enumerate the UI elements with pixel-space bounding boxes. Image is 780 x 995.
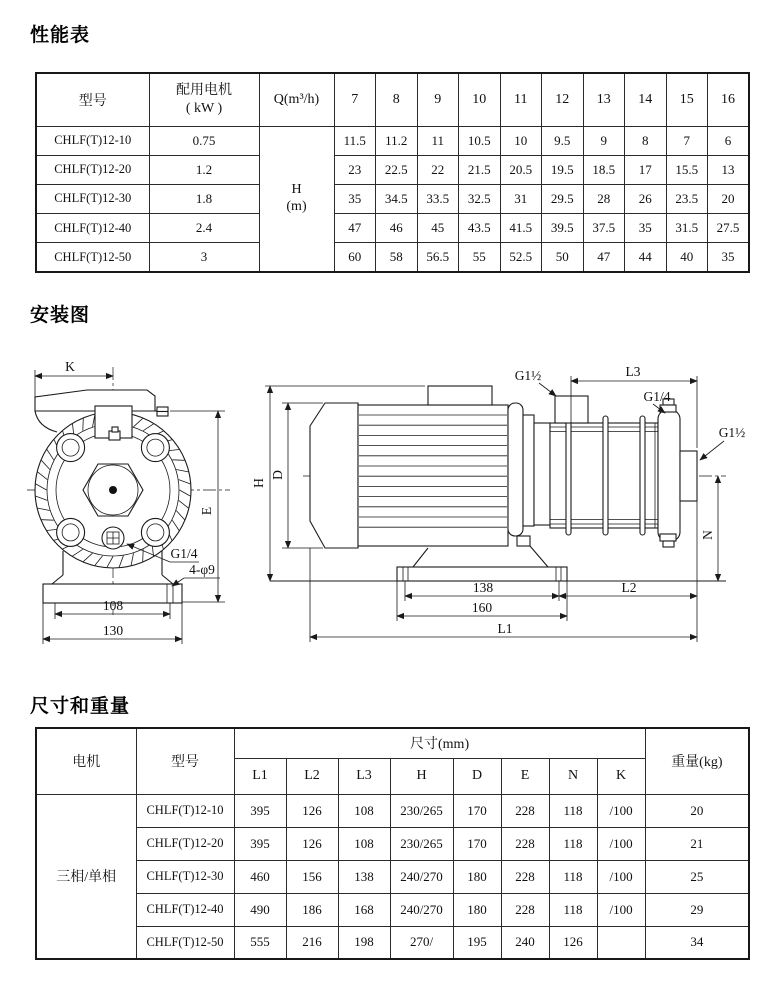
dim-row: [36, 893, 749, 926]
perf-row: [36, 184, 749, 213]
center-dot: [109, 486, 117, 494]
weight-cell: 34: [645, 926, 749, 959]
dim-value-cell: 126: [286, 794, 338, 827]
dim-label-138: 138: [472, 580, 494, 595]
dim-value-cell: 395: [234, 794, 286, 827]
perf-value-cell: 56.5: [417, 243, 459, 272]
tie-rod-2: [603, 416, 608, 535]
dimensions-table: [35, 727, 750, 960]
head-unit-line1: H: [291, 181, 302, 197]
dim-value-cell: /100: [597, 893, 645, 926]
dim-value-cell: 118: [549, 827, 597, 860]
col-header-q: Q(m³/h): [259, 73, 334, 126]
perf-value-cell: 22: [417, 155, 459, 184]
perf-value-cell: 27.5: [708, 214, 750, 243]
dim-value-cell: 395: [234, 827, 286, 860]
dim-value-cell: 230/265: [390, 827, 453, 860]
perf-model-cell: CHLF(T)12-40: [36, 214, 149, 243]
head-unit-line2: (m): [286, 198, 307, 214]
perf-model-cell: CHLF(T)12-20: [36, 155, 149, 184]
perf-value-cell: 9: [583, 126, 625, 155]
col-header-weight: 重量(kg): [645, 728, 749, 794]
dim-model-cell: CHLF(T)12-10: [136, 794, 234, 827]
dim-value-cell: 228: [501, 827, 549, 860]
size-col-header: L1: [234, 758, 286, 794]
weight-cell: 29: [645, 893, 749, 926]
fan-cover: [310, 403, 358, 548]
perf-value-cell: 35: [708, 243, 750, 272]
flow-header-cell: 14: [625, 73, 667, 126]
dim-row: [36, 794, 749, 827]
perf-value-cell: 44: [625, 243, 667, 272]
nipple-top: [157, 407, 168, 412]
dim-label-130: 130: [102, 623, 124, 638]
flow-header-cell: 7: [334, 73, 376, 126]
perf-power-cell: 3: [149, 243, 259, 272]
g1half-right-leader: [700, 441, 724, 460]
perf-power-cell: 0.75: [149, 126, 259, 155]
dim-label-l3: L3: [625, 364, 641, 379]
dim-value-cell: 180: [453, 860, 501, 893]
perf-value-cell: 18.5: [583, 155, 625, 184]
front-view: [27, 359, 230, 644]
flow-header-cell: 10: [459, 73, 501, 126]
dim-model-cell: CHLF(T)12-50: [136, 926, 234, 959]
dim-value-cell: 118: [549, 893, 597, 926]
perf-value-cell: 33.5: [417, 184, 459, 213]
installation-diagram: [25, 353, 765, 665]
dim-label-g1half-right: G1½: [718, 425, 746, 440]
flow-header-cell: 13: [583, 73, 625, 126]
col-header-model: 型号: [136, 728, 234, 794]
perf-value-cell: 35: [334, 184, 376, 213]
size-col-header: L2: [286, 758, 338, 794]
dim-value-cell: [597, 926, 645, 959]
size-col-header: H: [390, 758, 453, 794]
dim-label-g1half-top: G1½: [514, 368, 542, 383]
size-col-header: N: [549, 758, 597, 794]
drain-plug-cap: [663, 541, 674, 547]
performance-section-title: 性能表: [30, 24, 91, 46]
dim-value-cell: 228: [501, 794, 549, 827]
dim-value-cell: 240/270: [390, 893, 453, 926]
col-header-motor-type: 电机: [36, 728, 136, 794]
perf-value-cell: 13: [708, 155, 750, 184]
dim-model-cell: CHLF(T)12-20: [136, 827, 234, 860]
performance-table: [35, 72, 750, 273]
col-header-motor-line2: ( kW ): [185, 100, 223, 116]
dim-label-n: N: [700, 530, 715, 540]
dim-value-cell: 195: [453, 926, 501, 959]
perf-value-cell: 22.5: [376, 155, 418, 184]
terminal-box-side: [428, 386, 492, 405]
dim-value-cell: /100: [597, 794, 645, 827]
perf-value-cell: 29.5: [542, 184, 584, 213]
head-unit-cell: [259, 126, 334, 272]
dim-label-108: 108: [102, 598, 124, 613]
dim-model-cell: CHLF(T)12-30: [136, 860, 234, 893]
perf-value-cell: 37.5: [583, 214, 625, 243]
drain-plug-side: [660, 534, 676, 541]
perf-value-cell: 35: [625, 214, 667, 243]
perf-value-cell: 10: [500, 126, 542, 155]
perf-value-cell: 34.5: [376, 184, 418, 213]
tie-rod-3: [640, 416, 645, 535]
flow-header-cell: 9: [417, 73, 459, 126]
base-plate: [397, 567, 567, 581]
col-header-model: 型号: [36, 73, 149, 126]
perf-value-cell: 31: [500, 184, 542, 213]
perf-model-cell: CHLF(T)12-10: [36, 126, 149, 155]
adapter-foot: [517, 536, 530, 546]
dim-value-cell: /100: [597, 860, 645, 893]
perf-value-cell: 20: [708, 184, 750, 213]
motor-end-bell: [508, 403, 523, 536]
dim-value-cell: /100: [597, 827, 645, 860]
col-header-motor: [149, 73, 259, 126]
adapter-step: [534, 423, 550, 525]
dim-label-160: 160: [471, 600, 493, 615]
dim-value-cell: 555: [234, 926, 286, 959]
dim-label-holes: 4-φ9: [189, 562, 215, 577]
performance-header-row: [36, 73, 749, 126]
g1half-top-leader: [539, 383, 556, 396]
dim-value-cell: 170: [453, 827, 501, 860]
dim-value-cell: 216: [286, 926, 338, 959]
dim-value-cell: 108: [338, 827, 390, 860]
dim-label-l1: L1: [497, 621, 513, 636]
col-header-motor-line1: 配用电机: [176, 83, 232, 99]
dim-value-cell: 460: [234, 860, 286, 893]
dim-label-h: H: [251, 478, 266, 488]
perf-row: [36, 243, 749, 272]
perf-row: [36, 155, 749, 184]
perf-value-cell: 17: [625, 155, 667, 184]
perf-value-cell: 7: [666, 126, 708, 155]
dim-value-cell: 118: [549, 860, 597, 893]
perf-value-cell: 39.5: [542, 214, 584, 243]
size-col-header: E: [501, 758, 549, 794]
dim-value-cell: 118: [549, 794, 597, 827]
dim-row: [36, 926, 749, 959]
dim-model-cell: CHLF(T)12-40: [136, 893, 234, 926]
end-flange: [658, 410, 680, 541]
size-col-header: L3: [338, 758, 390, 794]
dim-row: [36, 827, 749, 860]
flow-header-cell: 8: [376, 73, 418, 126]
dim-value-cell: 156: [286, 860, 338, 893]
col-header-size: 尺寸(mm): [234, 728, 645, 758]
dim-row: [36, 860, 749, 893]
dim-value-cell: 126: [286, 827, 338, 860]
tie-rod-1: [566, 416, 571, 535]
perf-value-cell: 8: [625, 126, 667, 155]
dim-label-e: E: [199, 506, 214, 516]
drain-plug: [102, 527, 124, 549]
dim-label-d: D: [270, 470, 285, 480]
dim-value-cell: 490: [234, 893, 286, 926]
dim-value-cell: 240: [501, 926, 549, 959]
perf-value-cell: 41.5: [500, 214, 542, 243]
dim-value-cell: 126: [549, 926, 597, 959]
terminal-box-cap: [112, 427, 118, 432]
dim-value-cell: 138: [338, 860, 390, 893]
size-col-header: K: [597, 758, 645, 794]
dim-label-g14-front: G1/4: [170, 546, 198, 561]
perf-value-cell: 50: [542, 243, 584, 272]
dim-value-cell: 240/270: [390, 860, 453, 893]
perf-value-cell: 19.5: [542, 155, 584, 184]
dim-value-cell: 230/265: [390, 794, 453, 827]
perf-value-cell: 43.5: [459, 214, 501, 243]
dim-label-l2: L2: [621, 580, 637, 595]
perf-value-cell: 31.5: [666, 214, 708, 243]
perf-value-cell: 47: [334, 214, 376, 243]
perf-value-cell: 10.5: [459, 126, 501, 155]
dim-value-cell: 228: [501, 893, 549, 926]
perf-value-cell: 9.5: [542, 126, 584, 155]
perf-value-cell: 46: [376, 214, 418, 243]
dim-value-cell: 168: [338, 893, 390, 926]
installation-section-title: 安装图: [30, 304, 91, 326]
support-slants: [413, 546, 548, 567]
size-col-header: D: [453, 758, 501, 794]
perf-value-cell: 6: [708, 126, 750, 155]
perf-value-cell: 23.5: [666, 184, 708, 213]
perf-value-cell: 26: [625, 184, 667, 213]
perf-value-cell: 60: [334, 243, 376, 272]
side-view: [251, 364, 745, 642]
weight-cell: 25: [645, 860, 749, 893]
perf-value-cell: 58: [376, 243, 418, 272]
dim-value-cell: 170: [453, 794, 501, 827]
perf-row: [36, 126, 749, 155]
perf-value-cell: 55: [459, 243, 501, 272]
discharge-port: [680, 451, 697, 501]
flow-header-cell: 11: [500, 73, 542, 126]
dim-value-cell: 270/: [390, 926, 453, 959]
suction-port: [555, 396, 588, 423]
perf-value-cell: 11.2: [376, 126, 418, 155]
perf-value-cell: 20.5: [500, 155, 542, 184]
flow-header-cell: 15: [666, 73, 708, 126]
perf-model-cell: CHLF(T)12-30: [36, 184, 149, 213]
perf-value-cell: 52.5: [500, 243, 542, 272]
perf-value-cell: 40: [666, 243, 708, 272]
perf-value-cell: 32.5: [459, 184, 501, 213]
motor-body: [358, 405, 508, 546]
perf-power-cell: 1.8: [149, 184, 259, 213]
perf-value-cell: 47: [583, 243, 625, 272]
weight-cell: 21: [645, 827, 749, 860]
adapter: [523, 415, 534, 526]
perf-row: [36, 214, 749, 243]
fan-cover-curve: [35, 411, 57, 432]
perf-value-cell: 45: [417, 214, 459, 243]
dim-value-cell: 198: [338, 926, 390, 959]
dim-value-cell: 228: [501, 860, 549, 893]
dim-label-k: K: [65, 359, 75, 374]
dimensions-section-title: 尺寸和重量: [30, 695, 131, 717]
perf-value-cell: 21.5: [459, 155, 501, 184]
perf-value-cell: 11: [417, 126, 459, 155]
perf-value-cell: 23: [334, 155, 376, 184]
dim-value-cell: 108: [338, 794, 390, 827]
dim-label-g14-side: G1/4: [643, 389, 671, 404]
perf-model-cell: CHLF(T)12-50: [36, 243, 149, 272]
perf-value-cell: 15.5: [666, 155, 708, 184]
flow-header-cell: 16: [708, 73, 750, 126]
nipple-bottom: [157, 412, 168, 417]
dim-header-row-1: [36, 728, 749, 758]
perf-value-cell: 11.5: [334, 126, 376, 155]
weight-cell: 20: [645, 794, 749, 827]
flow-header-cell: 12: [542, 73, 584, 126]
dim-value-cell: 186: [286, 893, 338, 926]
dim-value-cell: 180: [453, 893, 501, 926]
motor-type-cell: 三相/单相: [36, 794, 136, 959]
perf-power-cell: 1.2: [149, 155, 259, 184]
perf-power-cell: 2.4: [149, 214, 259, 243]
perf-value-cell: 28: [583, 184, 625, 213]
